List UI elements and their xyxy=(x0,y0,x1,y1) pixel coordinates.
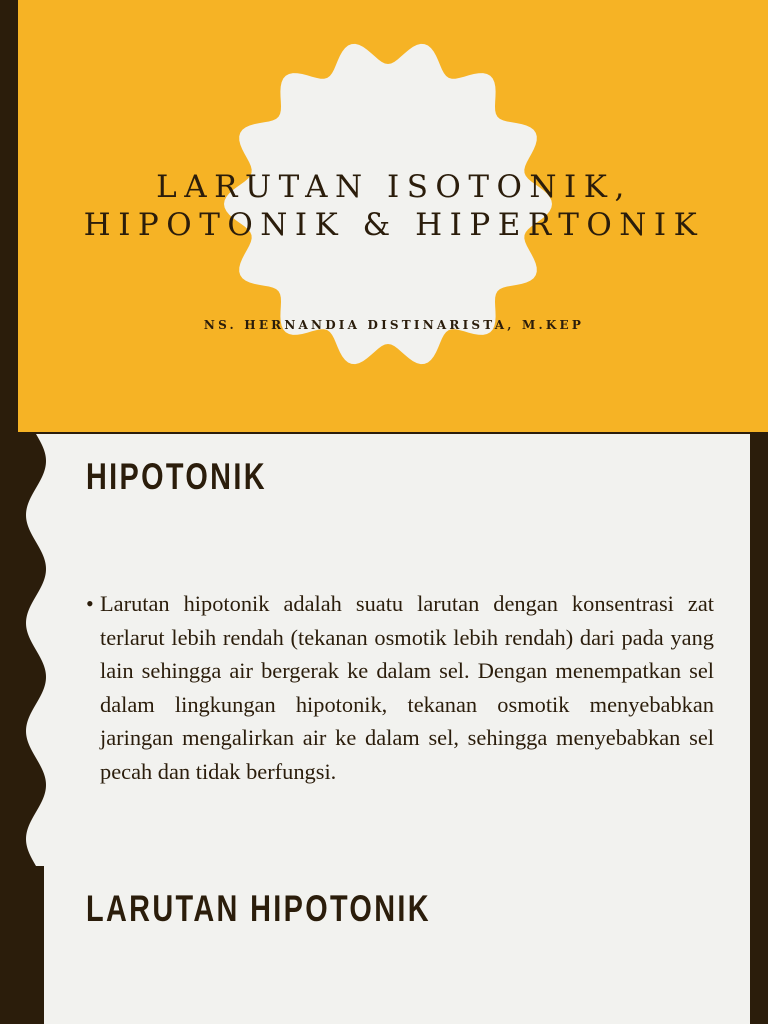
slide-heading: HIPOTONIK xyxy=(86,456,267,497)
bullet-item xyxy=(86,587,714,789)
right-accent-bar xyxy=(750,434,768,866)
wavy-left-border xyxy=(0,434,60,866)
bullet-text: Larutan hipotonik adalah suatu larutan dengan konsentrasi zat terlarut lebih rendah (tekanan osmotik lebih rendah) dari pada yang lain sehingga air bergerak ke dalam sel. Dengan menempatkan sel dalam lingkungan hipotonik, tekanan osmotik menyebabkan jaringan mengalirkan air ke dalam sel, sehingga menyebabkan sel pecah dan tidak berfungsi. xyxy=(100,591,714,784)
slide-heading: LARUTAN HIPOTONIK xyxy=(86,888,431,929)
author-subtitle: NS. HERNANDIA DISTINARISTA, M.KEP xyxy=(203,318,585,332)
content-slide-hipotonik xyxy=(0,434,768,866)
left-accent-bar xyxy=(0,866,44,1024)
content-slide-larutan-hipotonik xyxy=(0,866,768,1024)
title-slide xyxy=(0,0,768,432)
right-accent-bar xyxy=(750,866,768,1024)
bullet-icon: • xyxy=(86,591,94,616)
slide-title xyxy=(0,168,768,244)
title-line-2: HIPOTONIK & HIPERTONIK xyxy=(83,207,705,243)
title-line-1: LARUTAN ISOTONIK, xyxy=(156,169,632,205)
